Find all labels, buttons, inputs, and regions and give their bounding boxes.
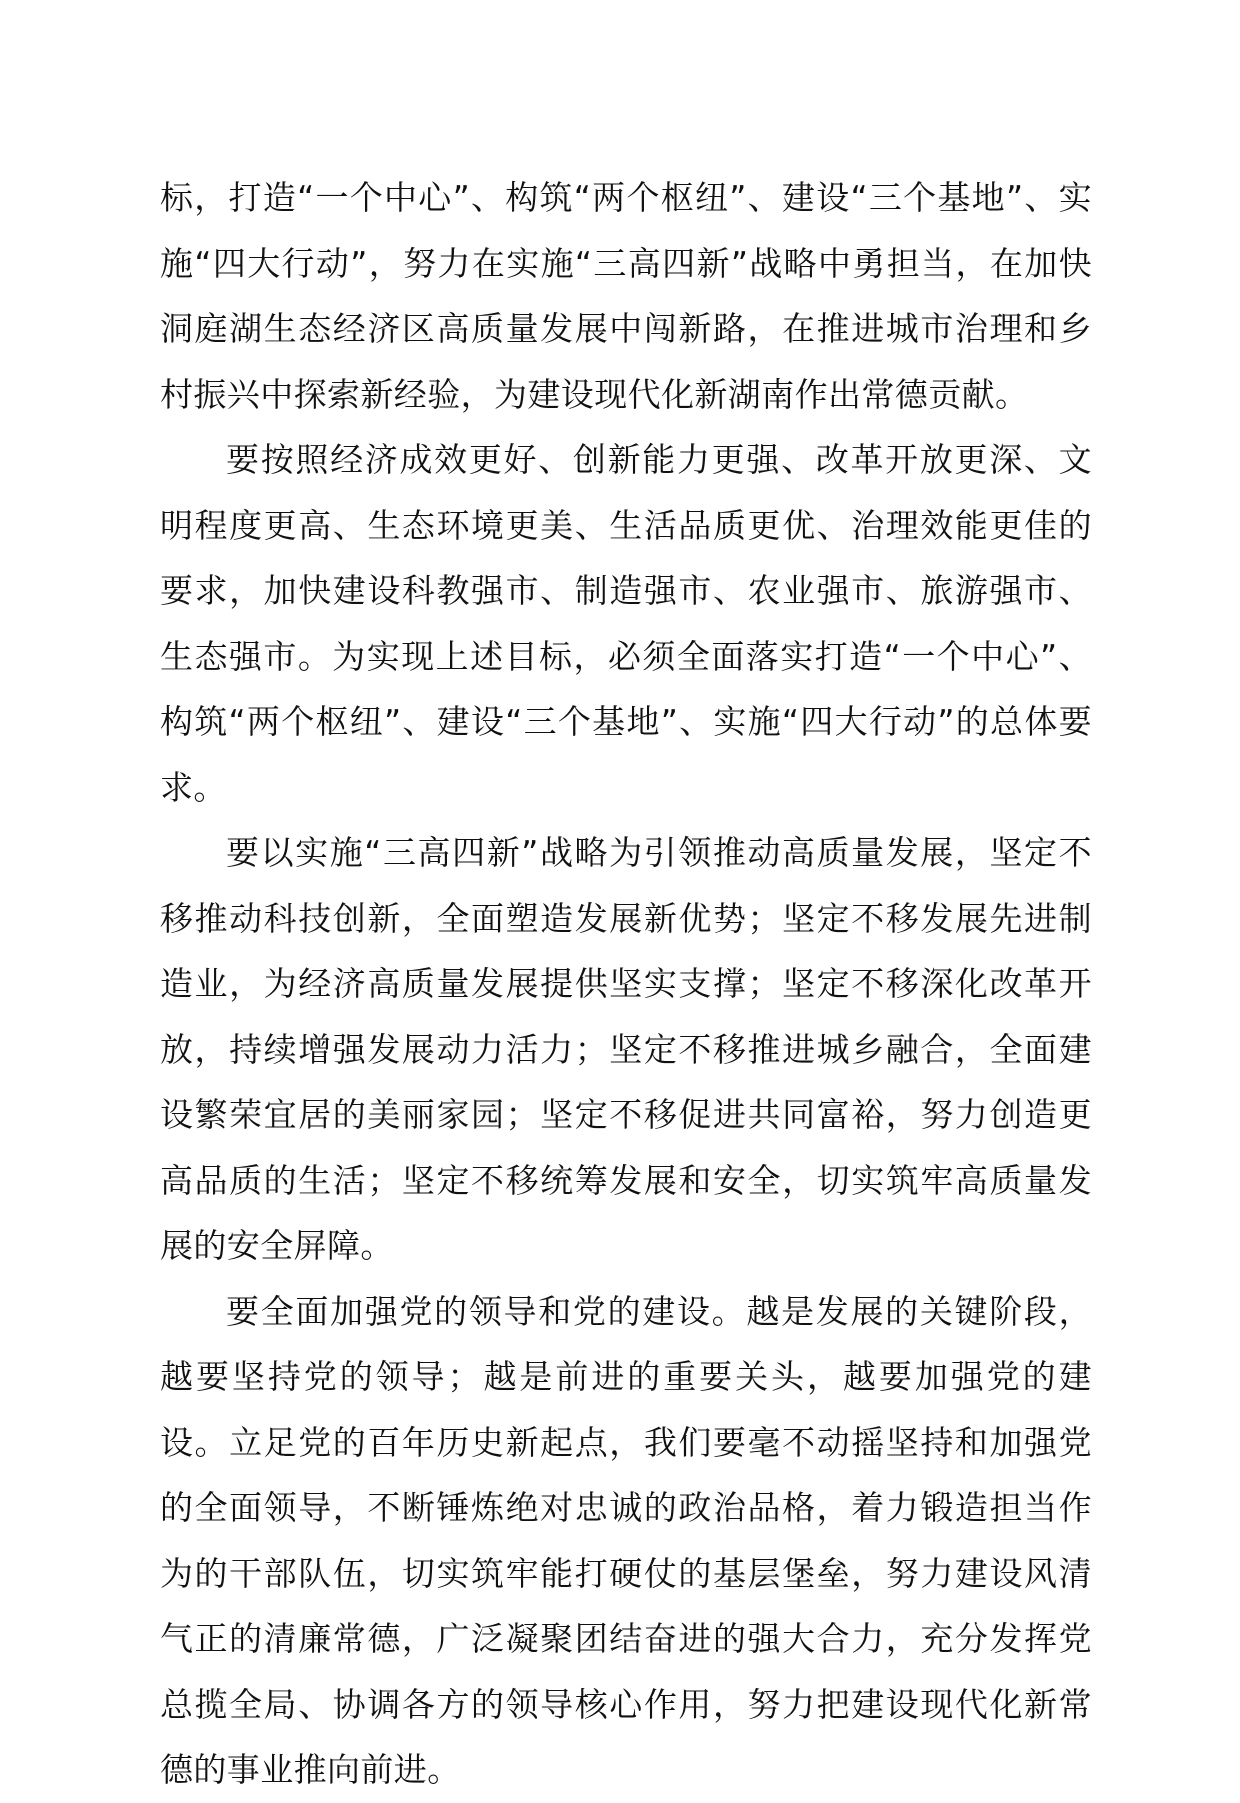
paragraph-party-leadership: 要全面加强党的领导和党的建设。越是发展的关键阶段，越要坚持党的领导；越是前进的重要关头，越要加强党的建设。立足党的百年历史新起点，我们要毫不动摇坚持和加强党的全面领导，不断锤炼绝对忠诚的政治品格，着力锻造担当作为的干部队伍，切实筑牢能打硬仗的基层堡垒，努力建设风清气正的清廉常德，广泛凝聚团结奋进的强大合力，充分发挥党总揽全局、协调各方的领导核心作用，努力把建设现代化新常德的事业推向前进。	[160, 1291, 1092, 1789]
paragraph-goals: 要按照经济成效更好、创新能力更强、改革开放更深、文明程度更高、生态环境更美、生活品质更优、治理效能更佳的要求，加快建设科教强市、制造强市、农业强市、旅游强市、生态强市。为实现上述目标，必须全面落实打造“一个中心”、构筑“两个枢纽”、建设“三个基地”、实施“四大行动”的总体要求。	[160, 440, 1092, 807]
paragraph-development: 要以实施“三高四新”战略为引领推动高质量发展，坚定不移推动科技创新，全面塑造发展新优势；坚定不移发展先进制造业，为经济高质量发展提供坚实支撑；坚定不移深化改革开放，持续增强发展动力活力；坚定不移推进城乡融合，全面建设繁荣宜居的美丽家园；坚定不移促进共同富裕，努力创造更高品质的生活；坚定不移统筹发展和安全，切实筑牢高质量发展的安全屏障。	[160, 833, 1092, 1265]
document-body	[160, 165, 1092, 1803]
paragraph-continued: 标，打造“一个中心”、构筑“两个枢纽”、建设“三个基地”、实施“四大行动”，努力在实施“三高四新”战略中勇担当，在加快洞庭湖生态经济区高质量发展中闯新路，在推进城市治理和乡村振兴中探索新经验，为建设现代化新湖南作出常德贡献。	[160, 178, 1092, 414]
